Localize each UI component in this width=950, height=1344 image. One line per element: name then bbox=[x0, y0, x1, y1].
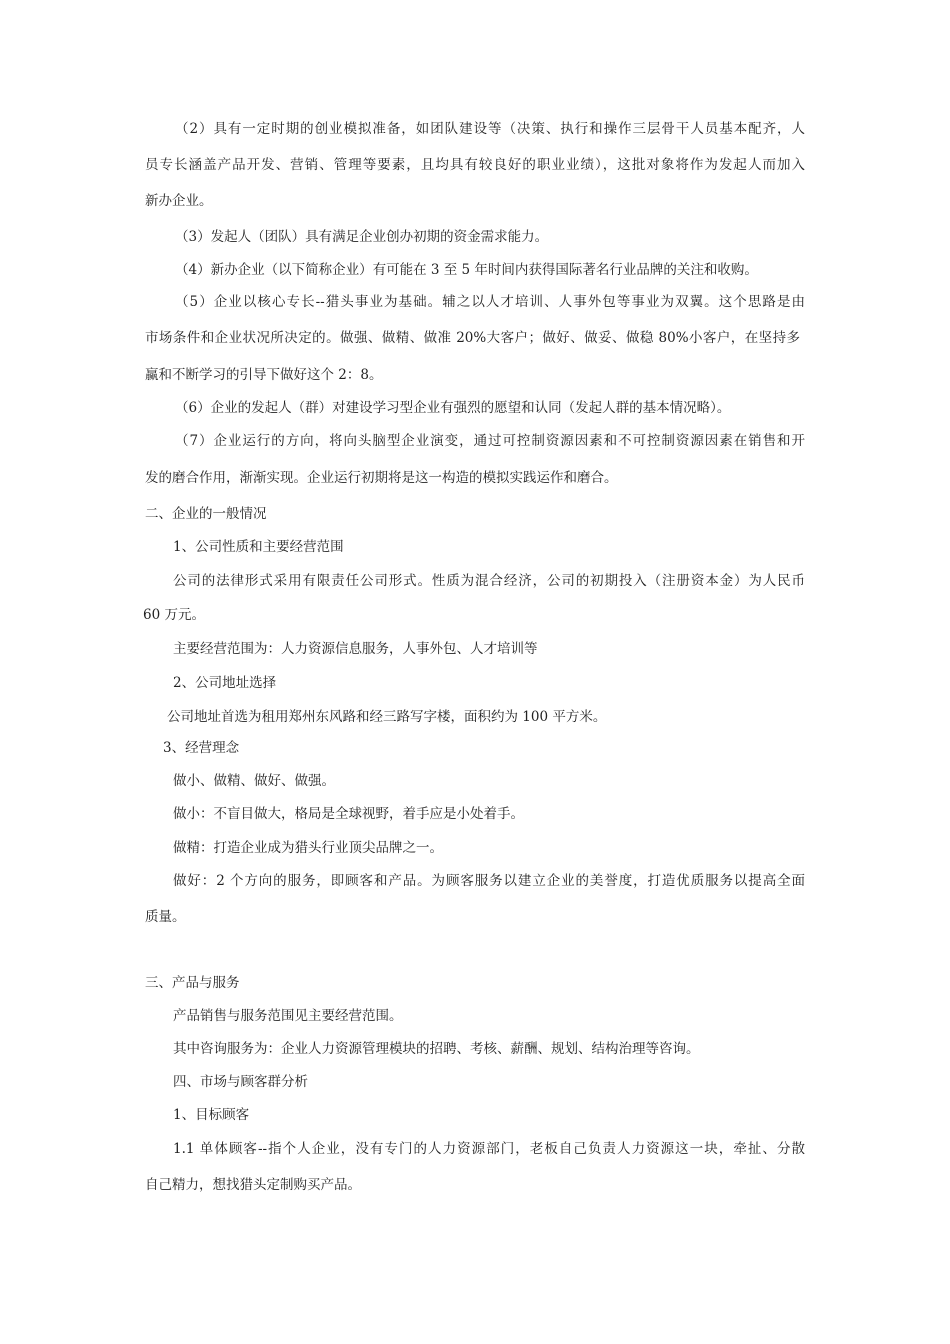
paragraph-line: 市场条件和企业状况所决定的。做强、做精、做准 20%大客户；做好、做妥、做稳 80%小客户，在坚持多 bbox=[145, 330, 800, 346]
paragraph-line: 赢和不断学习的引导下做好这个 2：8。 bbox=[145, 367, 383, 383]
section-heading: 二、企业的一般情况 bbox=[145, 506, 267, 522]
paragraph-line: 质量。 bbox=[145, 909, 186, 925]
paragraph-line: （5）企业以核心专长--猎头事业为基础。辅之以人才培训、人事外包等事业为双翼。这个思路是由 bbox=[175, 294, 805, 310]
subsection-heading: 1、公司性质和主要经营范围 bbox=[173, 539, 344, 555]
paragraph-line: 员专长涵盖产品开发、营销、管理等要素，且均具有较良好的职业业绩），这批对象将作为发起人而加入 bbox=[145, 157, 805, 173]
subsection-heading: 3、经营理念 bbox=[163, 740, 240, 756]
paragraph-line: 1.1 单体顾客--指个人企业，没有专门的人力资源部门，老板自己负责人力资源这一块，牵扯、分散 bbox=[173, 1141, 805, 1157]
paragraph-line: （4）新办企业（以下简称企业）有可能在 3 至 5 年时间内获得国际著名行业品牌的关注和收购。 bbox=[175, 262, 758, 278]
paragraph-line: （6）企业的发起人（群）对建设学习型企业有强烈的愿望和认同（发起人群的基本情况略）。 bbox=[175, 400, 731, 416]
paragraph-line: 做小：不盲目做大，格局是全球视野，着手应是小处着手。 bbox=[173, 806, 524, 822]
section-heading: 四、市场与顾客群分析 bbox=[173, 1074, 308, 1090]
subsection-heading: 2、公司地址选择 bbox=[173, 675, 277, 691]
paragraph-line: 做小、做精、做好、做强。 bbox=[173, 773, 335, 789]
paragraph-line: （3）发起人（团队）具有满足企业创办初期的资金需求能力。 bbox=[175, 229, 549, 245]
subsection-heading: 1、目标顾客 bbox=[173, 1107, 250, 1123]
paragraph-line: 公司地址首选为租用郑州东风路和经三路写字楼，面积约为 100 平方米。 bbox=[167, 709, 607, 725]
paragraph-line: 公司的法律形式采用有限责任公司形式。性质为混合经济，公司的初期投入（注册资本金）为人民币 bbox=[173, 573, 805, 589]
paragraph-line: 60 万元。 bbox=[143, 607, 205, 623]
paragraph-line: 其中咨询服务为：企业人力资源管理模块的招聘、考核、薪酬、规划、结构治理等咨询。 bbox=[173, 1041, 700, 1057]
paragraph-line: 做好：2 个方向的服务，即顾客和产品。为顾客服务以建立企业的美誉度，打造优质服务以提高全面 bbox=[173, 873, 805, 889]
section-heading: 三、产品与服务 bbox=[145, 975, 240, 991]
paragraph-line: 自己精力，想找猎头定制购买产品。 bbox=[145, 1177, 361, 1193]
paragraph-line: 做精：打造企业成为猎头行业顶尖品牌之一。 bbox=[173, 840, 443, 856]
paragraph-line: 产品销售与服务范围见主要经营范围。 bbox=[173, 1008, 403, 1024]
paragraph-line: 新办企业。 bbox=[145, 193, 213, 209]
paragraph-line: 发的磨合作用，渐渐实现。企业运行初期将是这一构造的模拟实践运作和磨合。 bbox=[145, 470, 618, 486]
paragraph-line: 主要经营范围为：人力资源信息服务，人事外包、人才培训等 bbox=[173, 641, 538, 657]
paragraph-line: （2）具有一定时期的创业模拟准备，如团队建设等（决策、执行和操作三层骨干人员基本配齐，人 bbox=[175, 121, 805, 137]
paragraph-line: （7）企业运行的方向，将向头脑型企业演变，通过可控制资源因素和不可控制资源因素在销售和开 bbox=[175, 433, 805, 449]
